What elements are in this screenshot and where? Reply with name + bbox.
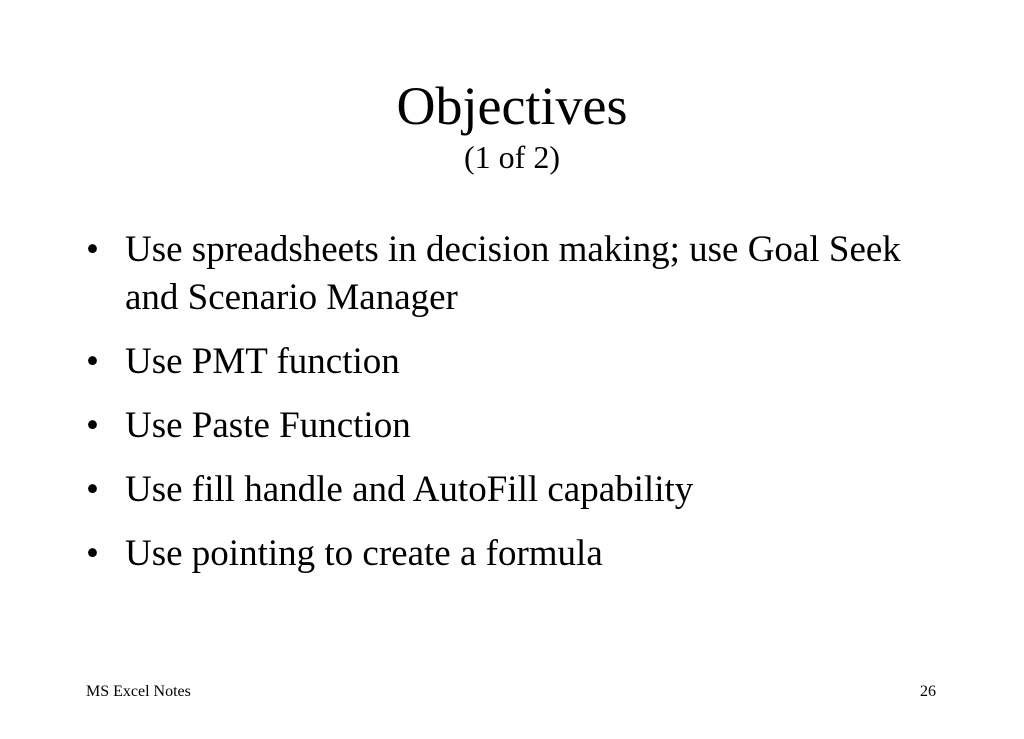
list-item-text: Use PMT function [125, 341, 400, 382]
list-item-text: Use pointing to create a formula [125, 533, 603, 574]
footer-course-name: MS Excel Notes [86, 683, 191, 700]
bullet-icon: • [86, 405, 99, 446]
list-item [86, 226, 906, 322]
title-block [0, 74, 1024, 176]
slide-title: Objectives [396, 76, 628, 136]
objectives-list [86, 226, 906, 594]
slide-subtitle: (1 of 2) [464, 139, 560, 175]
list-item-text: Use spreadsheets in decision making; use Goal Seek and Scenario Manager [125, 229, 901, 318]
list-item [86, 530, 906, 578]
bullet-icon: • [86, 533, 99, 574]
bullet-icon: • [86, 229, 99, 270]
bullet-icon: • [86, 341, 99, 382]
bullet-icon: • [86, 469, 99, 510]
list-item-text: Use fill handle and AutoFill capability [125, 469, 694, 510]
footer-page-number: 26 [920, 683, 936, 700]
list-item [86, 402, 906, 450]
list-item-text: Use Paste Function [125, 405, 411, 446]
list-item [86, 338, 906, 386]
list-item [86, 466, 906, 514]
